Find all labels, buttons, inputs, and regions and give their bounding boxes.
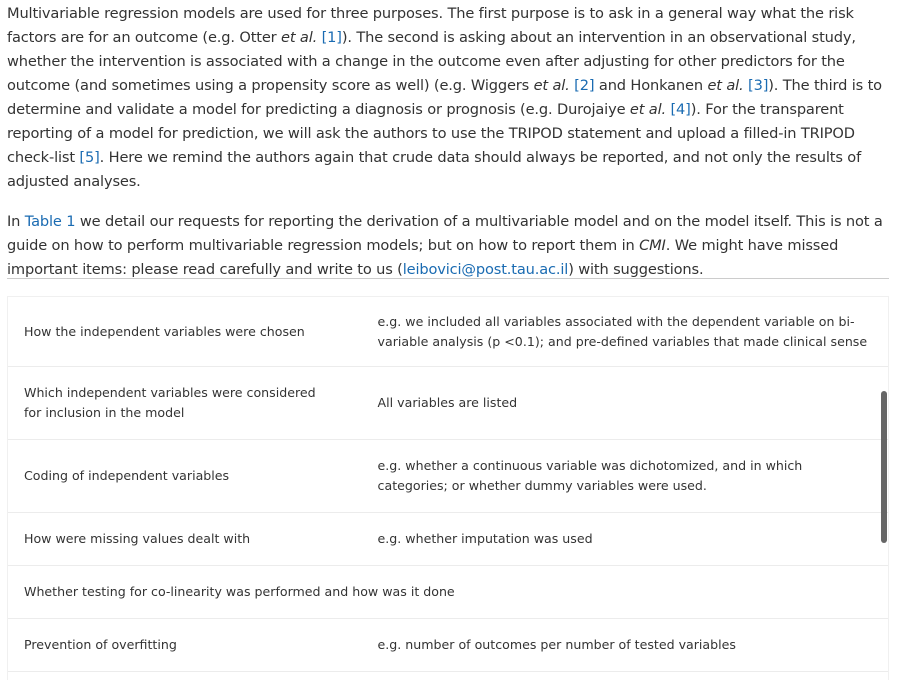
table-cell-item: Whether testing for co-linearity was performed and how was it done: [8, 566, 888, 619]
intro-paragraph-2: [7, 210, 895, 282]
p1-text: Multivariable regression models are used for three purposes. The first purpose is to ask in a general way what the risk factors are for an outcome (e.g. Otter: [7, 5, 854, 46]
table-row: [8, 672, 888, 696]
table-cell-note: e.g. we included all variables associated with the dependent variable on bi-variable analysis (p <0.1); and pre-defined variables that made clinical sense: [352, 297, 888, 367]
table: [8, 296, 888, 696]
et-al: et al.: [630, 101, 666, 118]
table-cell-item: Which independent variables were considered for inclusion in the model: [8, 367, 352, 440]
table-cell-note: e.g. whether a continuous variable was dichotomized, and in which categories; or whether dummy variables were used.: [352, 440, 888, 513]
et-al: et al.: [534, 77, 570, 94]
reference-link-5[interactable]: [5]: [79, 149, 99, 166]
section-divider: [7, 278, 889, 279]
table-row: [8, 440, 888, 513]
et-al: et al.: [281, 29, 317, 46]
table-cell-item: How were missing values dealt with: [8, 513, 352, 566]
reference-link-1[interactable]: [1]: [322, 29, 342, 46]
email-link[interactable]: leibovici@post.tau.ac.il: [403, 261, 568, 278]
table-row: [8, 513, 888, 566]
table-cell-note: [352, 672, 888, 696]
table-scrollbar[interactable]: [881, 391, 887, 543]
table-border-left: [7, 296, 8, 680]
reference-link-2[interactable]: [2]: [574, 77, 594, 94]
table-cell-note: e.g. whether imputation was used: [352, 513, 888, 566]
table-cell-item: Coding of independent variables: [8, 440, 352, 513]
p1-text: and Honkanen: [594, 77, 707, 94]
p2-text: In: [7, 213, 25, 230]
table-1-link[interactable]: Table 1: [25, 213, 76, 230]
p2-text: ) with suggestions.: [568, 261, 703, 278]
et-al: et al.: [707, 77, 743, 94]
table-border-right: [888, 296, 889, 680]
table-cell-note: All variables are listed: [352, 367, 888, 440]
intro-paragraph-1: [7, 2, 895, 194]
journal-name: CMI: [639, 237, 666, 254]
table-cell-item: How the independent variables were chosen: [8, 297, 352, 367]
p1-text: ). The third is to determine and validate a model for predicting a diagnosis or prognosis (e.g. Durojaiye: [7, 77, 882, 118]
table-row: [8, 297, 888, 367]
reporting-requirements-table: [8, 296, 888, 696]
table-row: [8, 619, 888, 672]
table-cell-note: e.g. number of outcomes per number of tested variables: [352, 619, 888, 672]
p2-text: we detail our requests for reporting the derivation of a multivariable model and on the model itself. This is not a guide on how to perform multivariable regression models; but on how to report them in: [7, 213, 883, 254]
table-cell-item: [8, 672, 352, 696]
p1-text: . Here we remind the authors again that crude data should always be reported, and not only the results of adjusted analyses.: [7, 149, 861, 190]
reference-link-4[interactable]: [4]: [670, 101, 690, 118]
p2-text: . We might have missed important items: please read carefully and write to us (: [7, 237, 838, 278]
table-row: [8, 367, 888, 440]
article-body: [7, 2, 895, 282]
reference-link-3[interactable]: [3]: [748, 77, 768, 94]
p1-text: ). The second is asking about an intervention in an observational study, whether the intervention is associated with a change in the outcome even after adjusting for other predictors for the outcome (and sometimes using a propensity score as well) (e.g. Wiggers: [7, 29, 856, 94]
table-cell-item: Prevention of overfitting: [8, 619, 352, 672]
table-row: [8, 566, 888, 619]
p1-text: ). For the transparent reporting of a model for prediction, we will ask the authors to use the TRIPOD statement and upload a filled-in TRIPOD check-list: [7, 101, 855, 166]
